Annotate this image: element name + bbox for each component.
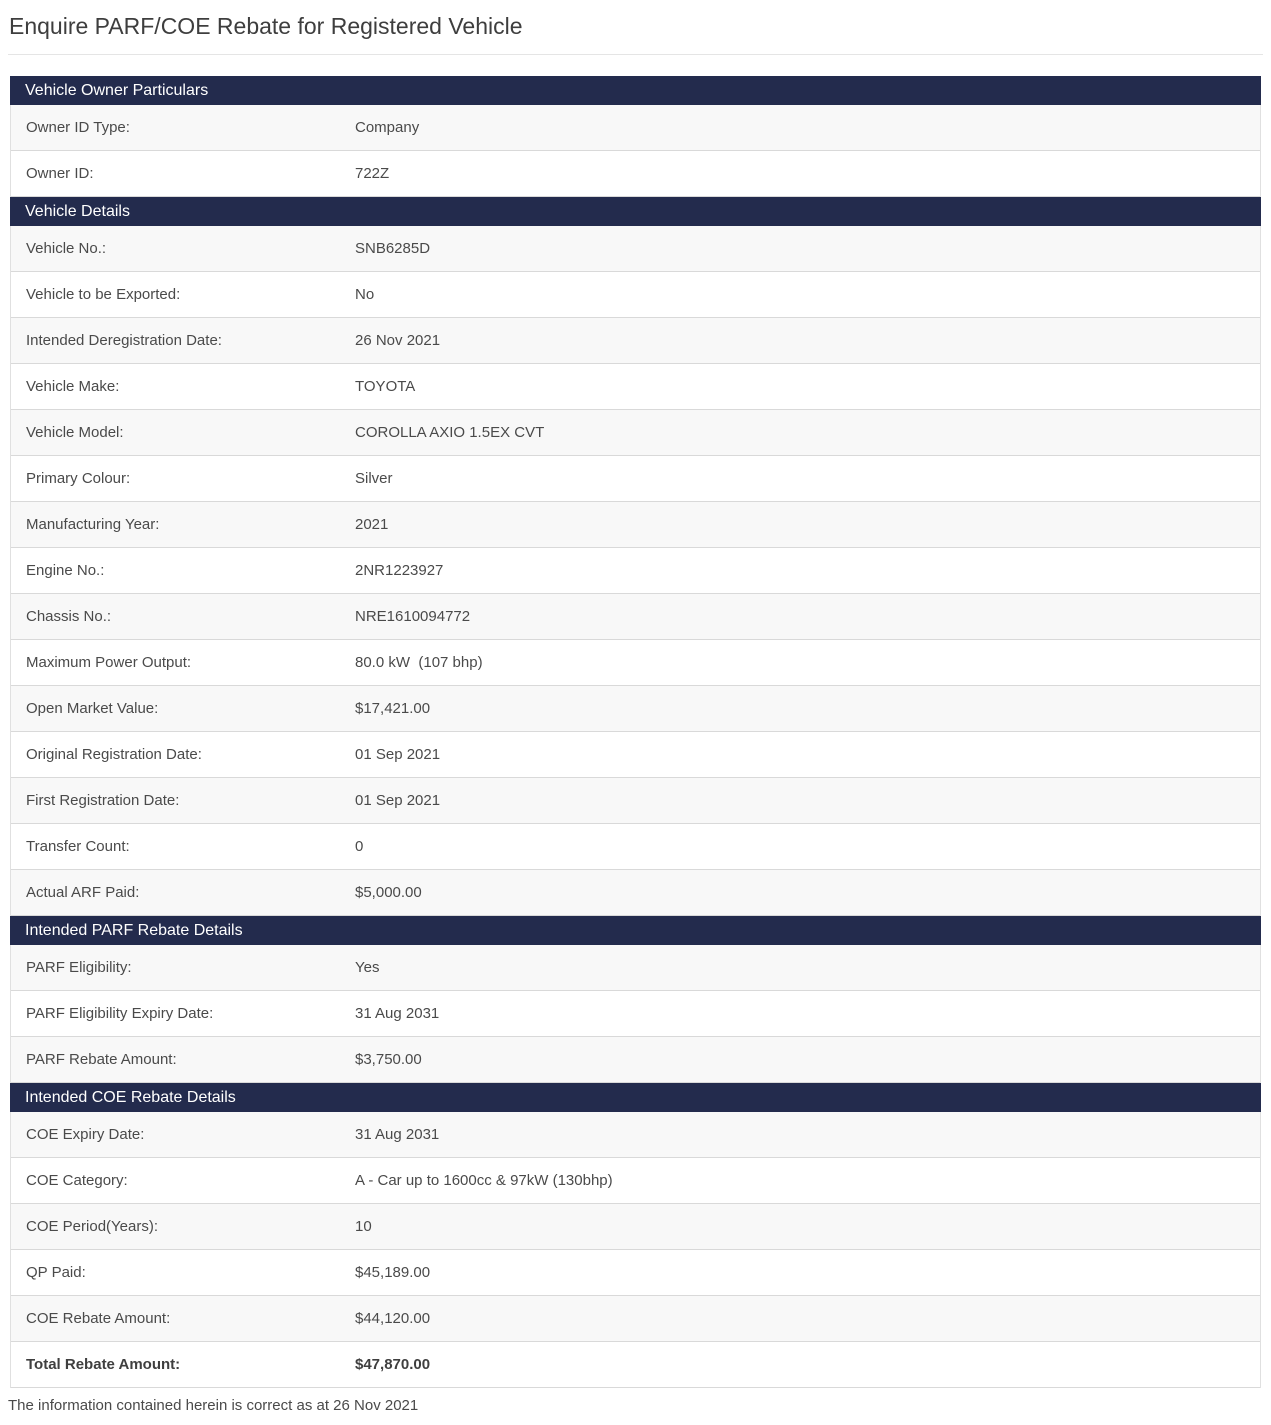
row-label: Vehicle Model:	[26, 424, 124, 441]
row-value: 722Z	[355, 165, 390, 182]
row-label: Primary Colour:	[26, 470, 131, 487]
table-row	[11, 456, 1260, 502]
row-label: COE Period(Years):	[26, 1218, 158, 1235]
row-label: COE Expiry Date:	[26, 1126, 145, 1143]
row-value: $5,000.00	[355, 884, 422, 901]
table-row	[11, 272, 1260, 318]
row-label: Owner ID:	[26, 165, 94, 182]
row-value: 0	[355, 838, 364, 855]
table-row	[11, 226, 1260, 272]
row-label: Open Market Value:	[26, 700, 159, 717]
section-intended-coe-rebate-details	[10, 1112, 1261, 1388]
row-value: COROLLA AXIO 1.5EX CVT	[355, 424, 545, 441]
section-header-vehicle-details: Vehicle Details	[10, 197, 1261, 226]
row-label: Engine No.:	[26, 562, 105, 579]
section-intended-parf-rebate-details	[10, 945, 1261, 1083]
table-row	[11, 640, 1260, 686]
table-row	[11, 364, 1260, 410]
table-row	[11, 778, 1260, 824]
row-value: 01 Sep 2021	[355, 792, 441, 809]
row-label: PARF Eligibility Expiry Date:	[26, 1005, 214, 1022]
table-row	[11, 945, 1260, 991]
table-row	[11, 594, 1260, 640]
footer-note: The information contained herein is correct as at 26 Nov 2021	[8, 1397, 419, 1414]
row-value: TOYOTA	[355, 378, 416, 395]
table-row-total-rebate-amount	[11, 1342, 1260, 1388]
table-row	[11, 732, 1260, 778]
table-row	[11, 1112, 1260, 1158]
table-row	[11, 824, 1260, 870]
row-value: $45,189.00	[355, 1264, 431, 1281]
row-value: 10	[355, 1218, 372, 1235]
rebate-details-panel	[10, 76, 1261, 1388]
table-row	[11, 1037, 1260, 1083]
row-value: $17,421.00	[355, 700, 431, 717]
table-row	[11, 1158, 1260, 1204]
table-row	[11, 502, 1260, 548]
section-header-intended-coe-rebate-details: Intended COE Rebate Details	[10, 1083, 1261, 1112]
table-row	[11, 1296, 1260, 1342]
row-value: 2021	[355, 516, 389, 533]
row-value: 01 Sep 2021	[355, 746, 441, 763]
table-row	[11, 870, 1260, 916]
row-label: Owner ID Type:	[26, 119, 130, 136]
row-value: Company	[355, 119, 420, 136]
table-row	[11, 410, 1260, 456]
table-row	[11, 548, 1260, 594]
row-value: $44,120.00	[355, 1310, 431, 1327]
title-divider	[8, 54, 1263, 55]
row-value: NRE1610094772	[355, 608, 471, 625]
row-value: SNB6285D	[355, 240, 431, 257]
row-value: No	[355, 286, 375, 303]
row-value: 80.0 kW (107 bhp)	[355, 654, 483, 671]
section-vehicle-details	[10, 226, 1261, 916]
page-title: Enquire PARF/COE Rebate for Registered Vehicle	[9, 13, 523, 39]
row-label: Original Registration Date:	[26, 746, 202, 763]
row-label: Intended Deregistration Date:	[26, 332, 222, 349]
row-label: Vehicle No.:	[26, 240, 107, 257]
section-vehicle-owner-particulars	[10, 105, 1261, 197]
table-row	[11, 151, 1260, 197]
table-row	[11, 318, 1260, 364]
row-value: $47,870.00	[355, 1356, 431, 1373]
table-row	[11, 991, 1260, 1037]
row-label: Manufacturing Year:	[26, 516, 160, 533]
row-value: 31 Aug 2031	[355, 1126, 440, 1143]
row-label: Vehicle to be Exported:	[26, 286, 181, 303]
row-label: Vehicle Make:	[26, 378, 120, 395]
row-label: Transfer Count:	[26, 838, 130, 855]
table-row	[11, 105, 1260, 151]
row-label: QP Paid:	[26, 1264, 86, 1281]
row-label: Total Rebate Amount:	[26, 1356, 181, 1373]
row-label: First Registration Date:	[26, 792, 180, 809]
table-row	[11, 1250, 1260, 1296]
row-label: Chassis No.:	[26, 608, 112, 625]
row-label: COE Rebate Amount:	[26, 1310, 171, 1327]
row-label: PARF Rebate Amount:	[26, 1051, 177, 1068]
table-row	[11, 686, 1260, 732]
row-value: Yes	[355, 959, 380, 976]
row-value: 26 Nov 2021	[355, 332, 441, 349]
section-header-intended-parf-rebate-details: Intended PARF Rebate Details	[10, 916, 1261, 945]
row-label: Maximum Power Output:	[26, 654, 192, 671]
section-header-vehicle-owner-particulars: Vehicle Owner Particulars	[10, 76, 1261, 105]
row-label: COE Category:	[26, 1172, 128, 1189]
row-value: A - Car up to 1600cc & 97kW (130bhp)	[355, 1172, 613, 1189]
row-label: PARF Eligibility:	[26, 959, 132, 976]
row-value: 31 Aug 2031	[355, 1005, 440, 1022]
row-value: 2NR1223927	[355, 562, 444, 579]
row-value: Silver	[355, 470, 393, 487]
row-label: Actual ARF Paid:	[26, 884, 140, 901]
table-row	[11, 1204, 1260, 1250]
row-value: $3,750.00	[355, 1051, 422, 1068]
